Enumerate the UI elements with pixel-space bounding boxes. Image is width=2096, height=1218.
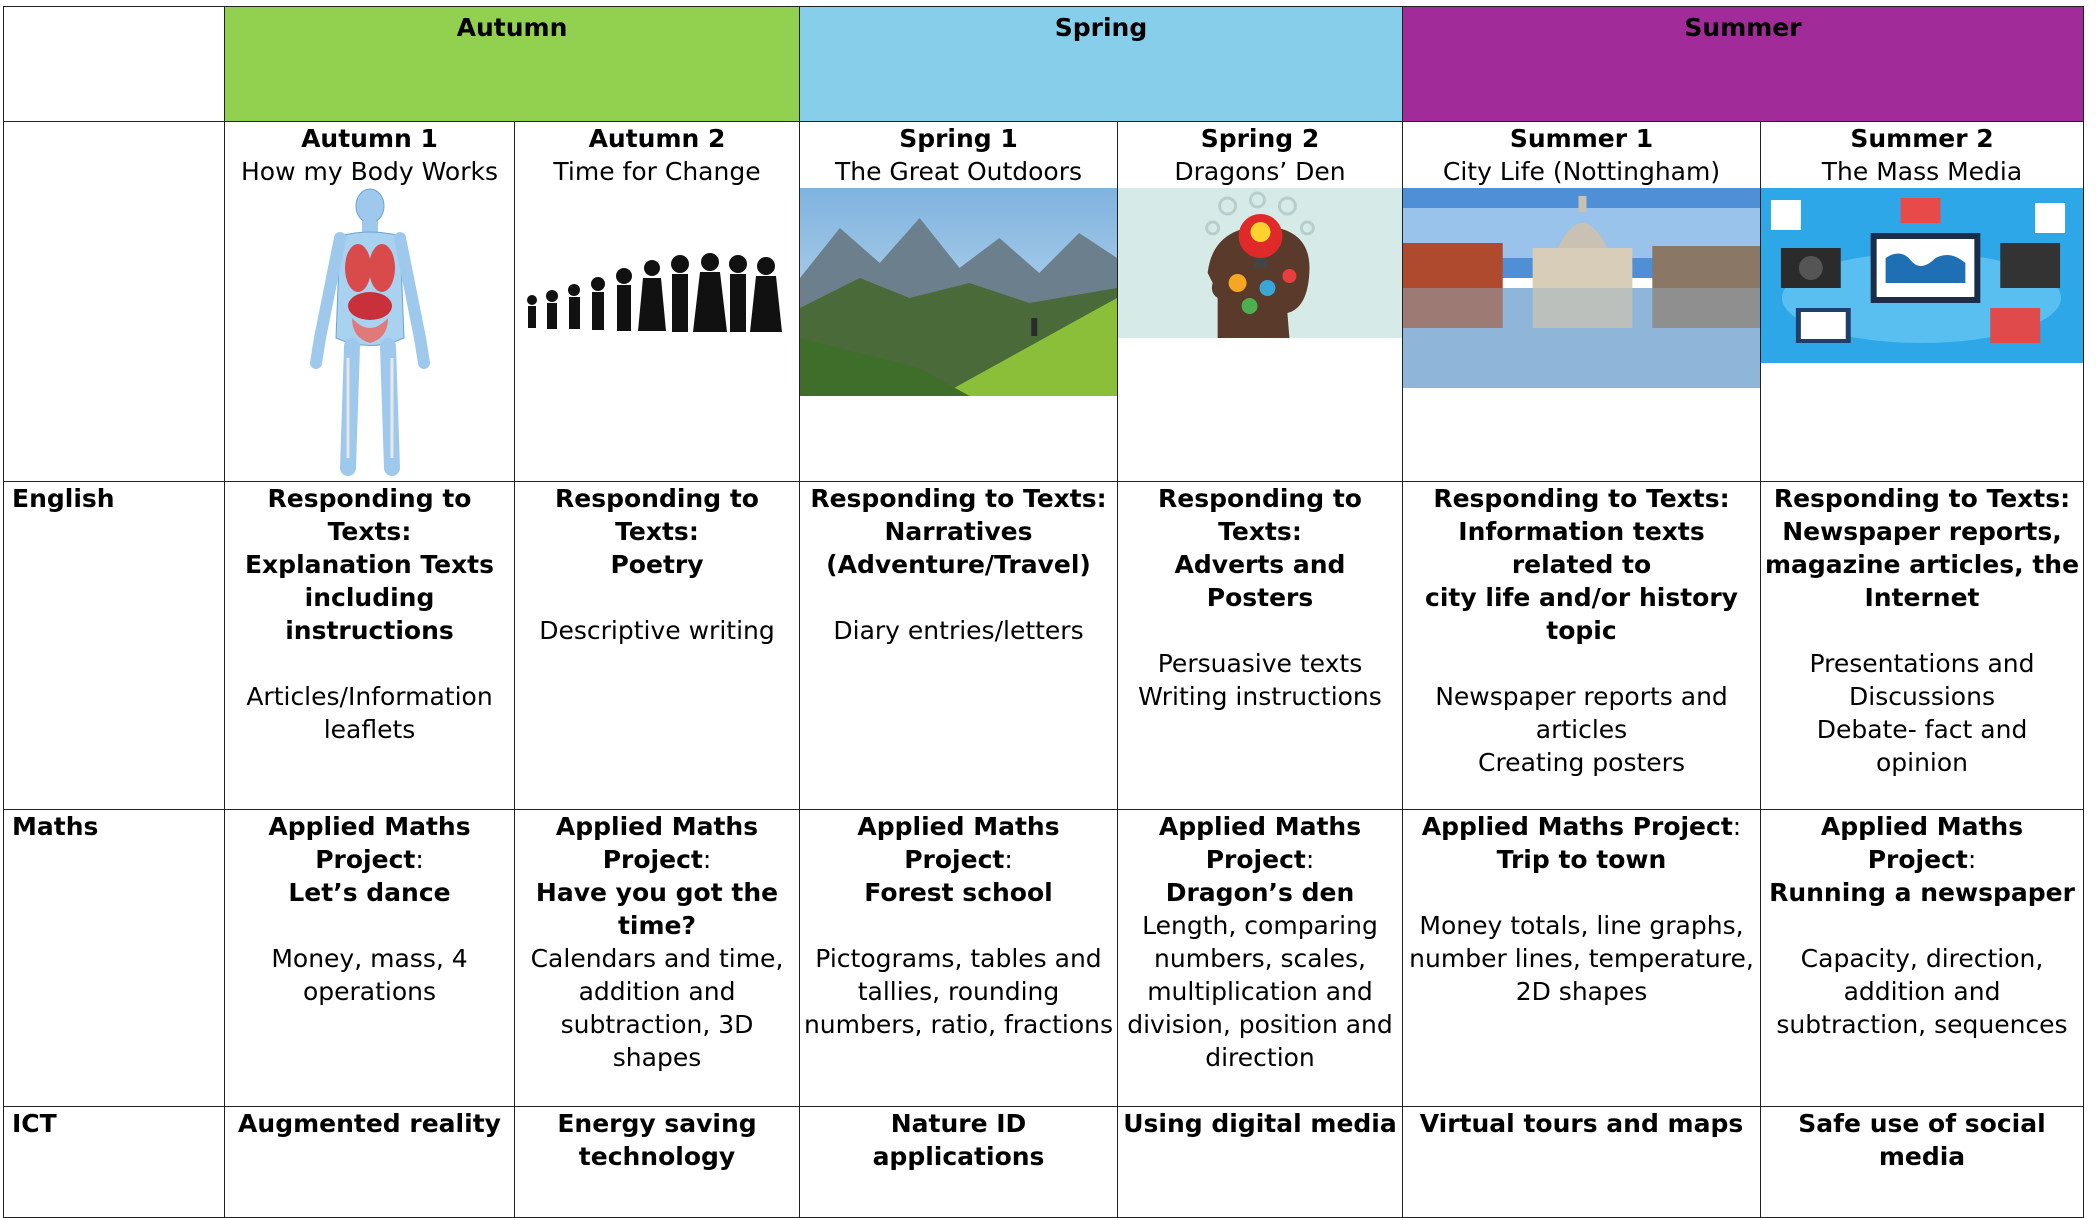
english-heading-line: Responding to Texts: [1158,484,1362,546]
colon: : [415,845,424,874]
maths-project-label: Applied Maths Project [1421,812,1733,841]
ict-topic: Nature ID applications [872,1109,1045,1171]
english-detail-line: leaflets [323,715,416,744]
ict-summer-1 [1403,1107,1761,1218]
english-detail-line: Articles/Information [246,682,493,711]
topic-title: The Great Outdoors [834,157,1083,186]
english-heading-line: Responding to Texts: [267,484,472,546]
ict-spring-1 [800,1107,1118,1218]
topic-autumn-1 [225,122,515,482]
english-detail-line: Discussions [1849,682,1995,711]
maths-project-word: Project [602,845,703,874]
subject-maths-label: Maths [4,810,225,1107]
maths-project-label-line [803,810,1114,876]
season-spring-label: Spring [1054,13,1148,42]
maths-project-title: Forest school [864,878,1053,907]
corner-cell [4,7,225,122]
maths-autumn-2 [515,810,800,1107]
topic-term: Autumn 2 [588,124,726,153]
maths-detail-line: Length, comparing [1142,911,1378,940]
season-header-row [4,7,2084,122]
topic-row-label-cell [4,122,225,482]
english-detail-line: Presentations and [1809,649,2035,678]
maths-detail-line: direction [1205,1043,1315,1072]
topic-spring-1 [800,122,1118,482]
english-detail-line: Creating posters [1478,748,1685,777]
spacer [1406,876,1757,909]
english-detail-line: Diary entries/letters [833,616,1084,645]
ict-summer-2 [1761,1107,2084,1218]
maths-detail-line: Calendars and time, [530,944,784,973]
maths-detail-line: shapes [612,1043,702,1072]
maths-detail-line: subtraction, sequences [1776,1010,2068,1039]
maths-detail-line: Capacity, direction, [1800,944,2044,973]
maths-spring-2 [1118,810,1403,1107]
english-heading-line: Poetry [610,550,704,579]
maths-detail-line: Pictograms, tables and [815,944,1102,973]
english-autumn-1 [225,482,515,810]
topic-term: Spring 1 [899,124,1018,153]
ict-topic: Energy saving technology [557,1109,757,1171]
colon: : [1004,845,1013,874]
subject-ict-label: ICT [4,1107,225,1218]
maths-project-label: Applied Maths Project [1820,812,2024,874]
topic-title: The Mass Media [1821,157,2023,186]
english-detail-line: Writing instructions [1138,682,1382,711]
maths-project-title: Have you got the time? [535,878,779,940]
english-summer-1 [1403,482,1761,810]
topic-summer-2 [1761,122,2084,482]
spacer [803,581,1114,614]
english-summer-2 [1761,482,2084,810]
english-heading-line: Responding to Texts: [1773,484,2071,513]
maths-detail-line: tallies, rounding [857,977,1060,1006]
maths-detail-line: division, position and [1127,1010,1393,1039]
colon: : [1732,812,1742,841]
maths-detail-line: addition and [1843,977,2001,1006]
maths-autumn-1 [225,810,515,1107]
maths-detail-line: Money, mass, 4 [271,944,468,973]
spacer [1121,614,1399,647]
season-autumn-label: Autumn [456,13,568,42]
maths-spring-1 [800,810,1118,1107]
colon: : [1305,845,1315,874]
maths-detail-line: Money totals, line graphs, [1419,911,1744,940]
maths-row [4,810,2084,1107]
ict-topic: Augmented reality [238,1109,501,1138]
topic-row [4,122,2084,482]
maths-detail-line: numbers, ratio, fractions [803,1010,1114,1039]
colon: : [702,845,712,874]
ict-autumn-1 [225,1107,515,1218]
topic-term: Autumn 1 [301,124,438,153]
english-autumn-2 [515,482,800,810]
maths-detail-line: 2D shapes [1515,977,1648,1006]
maths-detail-line: addition and [578,977,736,1006]
english-heading-line: Adverts and Posters [1174,550,1346,612]
ict-autumn-2 [515,1107,800,1218]
english-heading-line: Newspaper reports, [1782,517,2062,546]
maths-summer-1 [1403,810,1761,1107]
maths-project-label: Applied Maths [268,812,471,841]
nottingham-council-house-photo [1403,188,1760,388]
english-detail-line: Persuasive texts [1157,649,1363,678]
english-detail-line: articles [1535,715,1628,744]
maths-project-label-line2 [1121,843,1399,876]
topic-title: How my Body Works [241,157,498,186]
english-heading-line: city life and/or history topic [1425,583,1738,645]
maths-detail-line: operations [302,977,437,1006]
spacer [1764,909,2080,942]
english-row [4,482,2084,810]
maths-project-title: Trip to town [1496,845,1667,874]
english-heading-line: Responding to Texts: [555,484,759,546]
english-detail-line: Debate- fact and [1816,715,2028,744]
maths-project-title: Let’s dance [288,878,451,907]
maths-summer-2 [1761,810,2084,1107]
maths-project-label-line2 [228,843,511,876]
spacer [228,647,511,680]
topic-title: City Life (Nottingham) [1442,157,1721,186]
english-heading-line: Information texts related to [1458,517,1705,579]
topic-term: Summer 1 [1509,124,1654,153]
english-heading-line: Narratives [884,517,1033,546]
maths-project-label: Applied Maths Project [857,812,1060,874]
spacer [228,909,511,942]
topic-summer-1 [1403,122,1761,482]
season-summer [1403,7,2084,122]
maths-project-word: Project [1205,845,1306,874]
media-devices-world-map-image [1761,188,2083,363]
spacer [518,581,796,614]
english-detail-line: Newspaper reports and [1435,682,1728,711]
spacer [1764,614,2080,647]
curriculum-table [3,6,2084,1218]
ict-spring-2 [1118,1107,1403,1218]
topic-spring-2 [1118,122,1403,482]
maths-project-label-line [1406,810,1757,843]
english-heading-line: Responding to Texts: [1433,484,1730,513]
topic-title: Dragons’ Den [1174,157,1346,186]
maths-project-title: Dragon’s den [1165,878,1355,907]
english-heading-line: including instructions [285,583,454,645]
season-summer-label: Summer [1684,13,1802,42]
maths-detail-line: number lines, temperature, [1409,944,1754,973]
maths-detail-line: numbers, scales, [1154,944,1366,973]
head-lightbulb-gears-image [1118,188,1402,338]
human-growth-silhouettes-image [522,238,792,348]
mountain-valley-photo [800,188,1117,396]
english-heading-line: (Adventure/Travel) [826,550,1091,579]
topic-term: Summer 2 [1850,124,1994,153]
english-detail-line: opinion [1875,748,1969,777]
season-spring [800,7,1403,122]
english-heading-line: Internet [1864,583,1980,612]
spacer [1406,647,1757,680]
maths-project-label: Applied Maths [1158,812,1362,841]
subject-english-label: English [4,482,225,810]
spacer [803,909,1114,942]
ict-topic: Using digital media [1123,1109,1397,1138]
topic-title: Time for Change [553,157,761,186]
ict-row [4,1107,2084,1218]
ict-topic: Safe use of social media [1798,1109,2046,1171]
human-body-anatomy-image [290,188,450,478]
english-heading-line: magazine articles, the [1764,550,2080,579]
english-spring-1 [800,482,1118,810]
season-autumn [225,7,800,122]
english-detail-line: Descriptive writing [539,616,775,645]
english-spring-2 [1118,482,1403,810]
ict-topic: Virtual tours and maps [1419,1109,1744,1138]
topic-autumn-2 [515,122,800,482]
topic-term: Spring 2 [1200,124,1320,153]
maths-detail-line: multiplication and [1147,977,1373,1006]
english-heading-line: Responding to Texts: [810,484,1107,513]
maths-detail-line: subtraction, 3D [560,1010,754,1039]
maths-project-label-line [1764,810,2080,876]
maths-project-label-line2 [518,843,796,876]
maths-project-label: Applied Maths [555,812,759,841]
english-heading-line: Explanation Texts [244,550,495,579]
colon: : [1967,845,1977,874]
maths-project-word: Project [315,845,416,874]
maths-project-title: Running a newspaper [1769,878,2075,907]
